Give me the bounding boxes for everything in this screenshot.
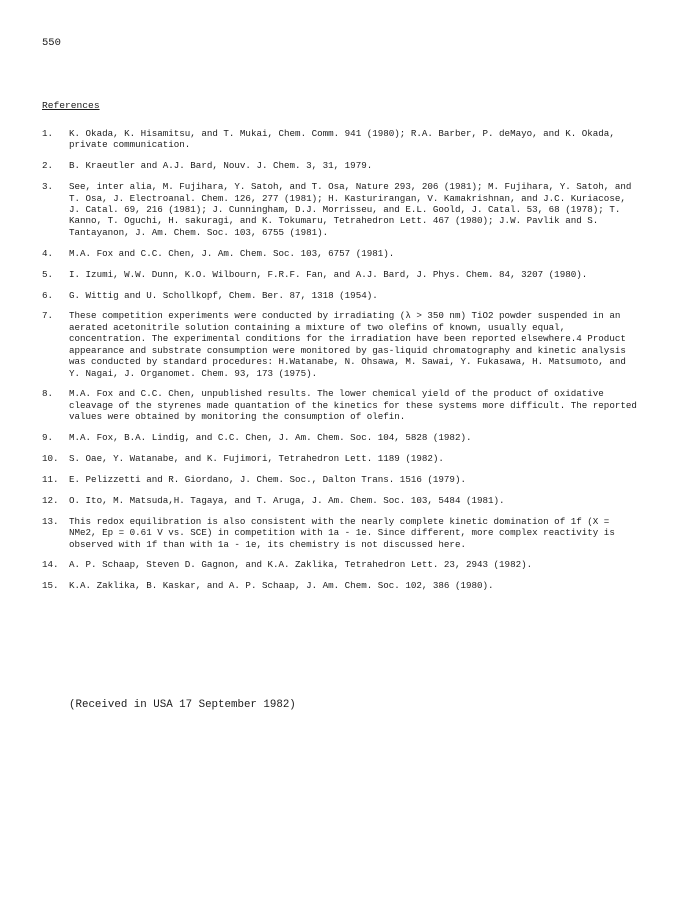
reference-number: 10. bbox=[42, 453, 59, 465]
reference-item bbox=[42, 516, 642, 550]
reference-text: K.A. Zaklika, B. Kaskar, and A. P. Schaap, J. Am. Chem. Soc. 102, 386 (1980). bbox=[69, 580, 494, 592]
reference-item bbox=[42, 580, 642, 591]
reference-item bbox=[42, 495, 642, 506]
reference-item bbox=[42, 432, 642, 443]
reference-item bbox=[42, 559, 642, 570]
reference-item bbox=[42, 160, 642, 171]
reference-number: 4. bbox=[42, 247, 54, 259]
reference-text: G. Wittig and U. Schollkopf, Chem. Ber. 87, 1318 (1954). bbox=[69, 289, 378, 301]
reference-text: E. Pelizzetti and R. Giordano, J. Chem. Soc., Dalton Trans. 1516 (1979). bbox=[69, 473, 466, 485]
reference-number: 12. bbox=[42, 494, 59, 506]
reference-number: 11. bbox=[42, 473, 59, 485]
reference-number: 8. bbox=[42, 388, 54, 400]
reference-number: 6. bbox=[42, 289, 54, 301]
reference-number: 9. bbox=[42, 432, 54, 444]
reference-item bbox=[42, 453, 642, 464]
reference-item bbox=[42, 388, 642, 422]
reference-text: See, inter alia, M. Fujihara, Y. Satoh, and T. Osa, Nature 293, 206 (1981); M. Fujihara, Y. Satoh, and T. Osa, J. Electroanal. Chem. 126, 277 (1981); H. Kasturirangan, V. Kamakrishnan, and J.C. Kuriacose, J. Catal. 69, 216 (1981); J. Cunningham, D.J. Morrisseu, and E.L. Goold, J. Catal. 53, 68 (1978); T. Kanno, T. Oguchi, H. sakuragi, and K. Tokumaru, Tetrahedron Lett. 467 (1980); J.W. Pavlik and S. Tantayanon, J. Am. Chem. Soc. 103, 6755 (1981). bbox=[69, 181, 632, 238]
reference-number: 1. bbox=[42, 128, 54, 139]
references-heading: References bbox=[42, 100, 100, 111]
reference-text: M.A. Fox and C.C. Chen, J. Am. Chem. Soc. 103, 6757 (1981). bbox=[69, 247, 395, 259]
reference-number: 13. bbox=[42, 515, 59, 527]
reference-number: 15. bbox=[42, 580, 59, 592]
reference-item bbox=[42, 181, 642, 238]
reference-text: I. Izumi, W.W. Dunn, K.O. Wilbourn, F.R.F. Fan, and A.J. Bard, J. Phys. Chem. 84, 3207 (1980). bbox=[69, 268, 588, 280]
reference-text: S. Oae, Y. Watanabe, and K. Fujimori, Tetrahedron Lett. 1189 (1982). bbox=[69, 453, 444, 465]
reference-text: This redox equilibration is also consistent with the nearly complete kinetic domination of 1f (X = NMe2, Ep = 0.61 V vs. SCE) in competition with 1a - 1e. Since different, more complex reactivity is observed with 1f than with 1a - 1e, its chemistry is not discussed here. bbox=[69, 515, 615, 550]
reference-item bbox=[42, 310, 642, 378]
reference-text: These competition experiments were conducted by irradiating (λ > 350 nm) TiO2 powder suspended in an aerated acetonitrile solution containing a mixture of two olefins of known, usually equal, concentration. The experimental conditions for the irradiation have been reported elsewhere.4 Product appearance and substrate consumption were monitored by gas-liquid chromatography and kinetic analysis was conducted by standard procedures: H.Watanabe, N. Ohsawa, M. Sawai, Y. Fukasawa, H. Matsumoto, and Y. Nagai, J. Organomet. Chem. 93, 173 (1975). bbox=[69, 310, 626, 379]
reference-item bbox=[42, 474, 642, 485]
received-note: (Received in USA 17 September 1982) bbox=[69, 699, 296, 711]
reference-text: A. P. Schaap, Steven D. Gagnon, and K.A. Zaklika, Tetrahedron Lett. 23, 2943 (1982). bbox=[69, 559, 533, 571]
reference-number: 14. bbox=[42, 559, 59, 571]
reference-text: B. Kraeutler and A.J. Bard, Nouv. J. Chem. 3, 31, 1979. bbox=[69, 160, 373, 172]
reference-number: 5. bbox=[42, 268, 54, 280]
reference-number: 3. bbox=[42, 181, 54, 193]
reference-number: 2. bbox=[42, 160, 54, 172]
reference-item bbox=[42, 290, 642, 301]
references-list bbox=[42, 128, 642, 601]
reference-number: 7. bbox=[42, 310, 54, 322]
reference-text: O. Ito, M. Matsuda,H. Tagaya, and T. Aruga, J. Am. Chem. Soc. 103, 5484 (1981). bbox=[69, 494, 505, 506]
reference-item bbox=[42, 269, 642, 280]
reference-text: M.A. Fox, B.A. Lindig, and C.C. Chen, J. Am. Chem. Soc. 104, 5828 (1982). bbox=[69, 432, 472, 444]
reference-item bbox=[42, 248, 642, 259]
reference-text: M.A. Fox and C.C. Chen, unpublished results. The lower chemical yield of the product of oxidative cleavage of the styrenes made quantation of the kinetics for these systems more difficult. The reported values were obtained by monitoring the consumption of olefin. bbox=[69, 388, 637, 423]
reference-text: K. Okada, K. Hisamitsu, and T. Mukai, Chem. Comm. 941 (1980); R.A. Barber, P. deMayo, and K. Okada, private communication. bbox=[69, 128, 615, 151]
page-number: 550 bbox=[42, 37, 61, 49]
reference-item bbox=[42, 128, 642, 151]
